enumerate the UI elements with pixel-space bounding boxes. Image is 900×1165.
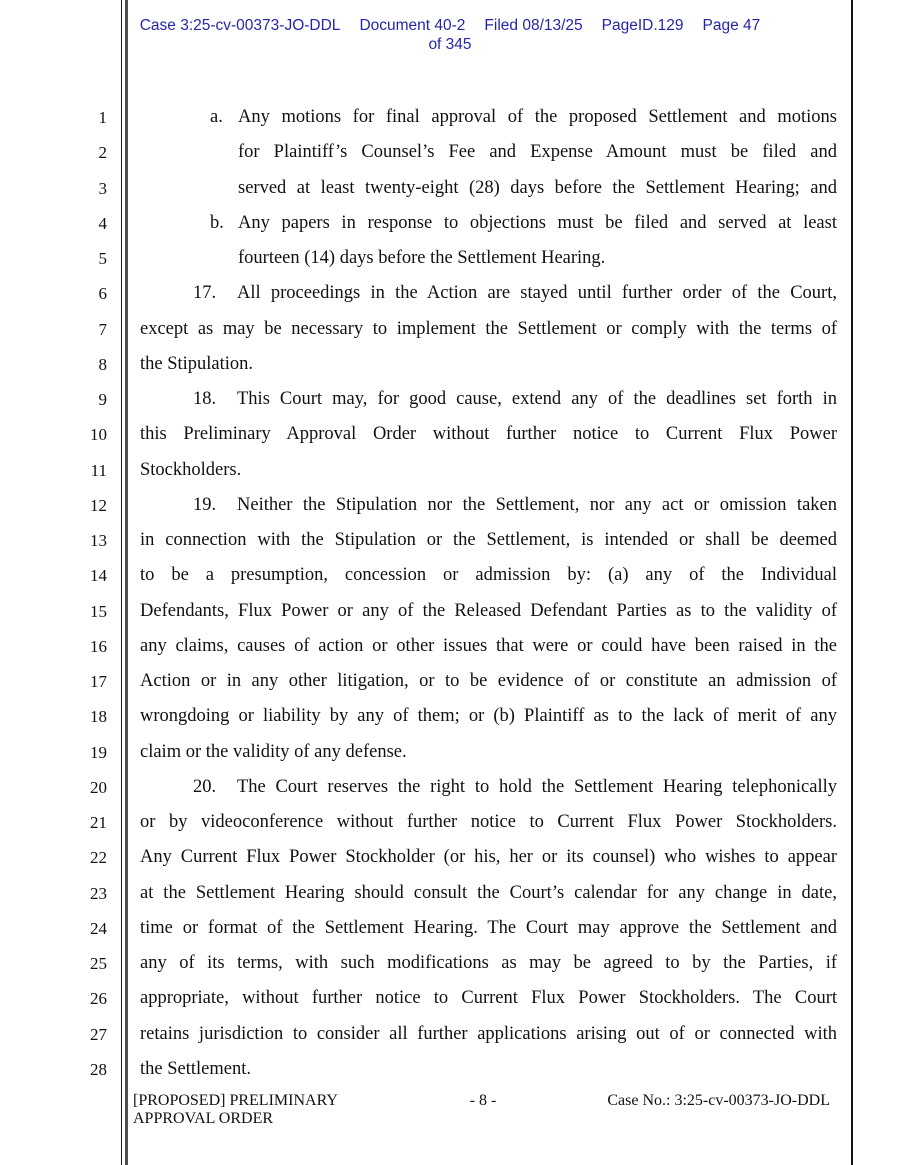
document-body [140,100,837,1087]
body-line-text: Any papers in response to objections must be filed and served at least [238,212,837,233]
line-number: 3 [98,178,107,198]
paragraph-number: 19. [193,494,217,515]
ecf-case-number: Case 3:25-cv-00373-JO-DDL [139,17,341,34]
line-number: 15 [90,601,107,621]
body-line-text: at the Settlement Hearing should consult the Court’s calendar for any change in date, [140,882,837,903]
body-line-text: This Court may, for good cause, extend any of the deadlines set forth in [237,389,837,409]
body-line-text: Stockholders. [140,459,242,480]
body-line [140,981,837,1016]
body-line [140,312,837,347]
body-line [140,171,837,206]
body-line-text: in connection with the Stipulation or the Settlement, is intended or shall be deemed [140,530,837,550]
body-line [140,241,837,276]
body-line-text: Action or in any other litigation, or to be evidence of or constitute an admission of [140,671,837,691]
body-line-text: the Stipulation. [140,353,254,374]
body-line [140,1017,837,1052]
line-number: 12 [90,495,107,515]
ecf-header-line2: of 345 [428,36,472,53]
line-number: 4 [98,213,107,233]
body-line [140,347,837,382]
line-number: 20 [90,777,107,797]
body-line-text: Any motions for final approval of the proposed Settlement and motions [238,107,837,127]
body-line [140,594,837,629]
footer-title-line2: APPROVAL ORDER [133,1110,274,1127]
line-number: 13 [90,531,107,550]
ecf-page-count: Page 47 [702,17,761,34]
body-line [140,558,837,593]
body-line [140,276,837,311]
body-line [140,417,837,452]
body-line [140,840,837,875]
line-number: 9 [98,390,107,409]
body-line-text: any claims, causes of action or other issues that were or could have been raised in the [140,635,837,656]
footer-page-number: - 8 - [469,1092,497,1109]
body-line-text: any of its terms, with such modifications as may be agreed to by the Parties, if [140,953,837,973]
body-line-text: this Preliminary Approval Order without further notice to Current Flux Power [140,424,837,445]
paragraph-number: 17. [193,283,217,304]
paragraph-number: 18. [193,389,217,409]
line-number: 27 [90,1024,107,1044]
body-line-text: or by videoconference without further notice to Current Flux Power Stockholders. [140,812,837,832]
body-line-text: claim or the validity of any defense. [140,741,407,762]
line-number: 21 [90,813,107,832]
body-line [140,453,837,488]
body-line-text: served at least twenty-eight (28) days before the Settlement Hearing; and [238,177,837,198]
body-line [140,523,837,558]
body-line-text: the Settlement. [140,1058,251,1079]
ecf-document-number: Document 40-2 [359,17,466,34]
body-line [140,699,837,734]
line-number: 2 [98,143,107,163]
paragraph-number: 20. [193,776,217,797]
line-number: 23 [90,883,107,903]
right-page-border-rule [851,0,853,1165]
line-number: 5 [98,249,107,268]
body-line [140,488,837,523]
body-line-text: fourteen (14) days before the Settlement Hearing. [238,248,606,268]
line-number: 17 [90,672,107,691]
line-number: 8 [98,354,107,374]
line-number: 10 [90,425,107,445]
line-number: 18 [90,707,107,727]
line-number: 16 [90,636,107,656]
footer-title-line1: [PROPOSED] PRELIMINARY [133,1092,338,1109]
line-number: 19 [90,742,107,762]
body-line [140,382,837,417]
body-line-text: retains jurisdiction to consider all further applications arising out of or connected with [140,1023,837,1044]
body-line-text: except as may be necessary to implement the Settlement or comply with the terms of [140,318,837,339]
body-line-text: All proceedings in the Action are stayed until further order of the Court, [237,283,837,304]
list-marker: b. [210,212,224,233]
body-line-text: Defendants, Flux Power or any of the Released Defendant Parties as to the validity of [140,600,837,621]
body-line-text: to be a presumption, concession or admission by: (a) any of the Individual [140,565,837,586]
body-line [140,735,837,770]
line-number: 28 [90,1059,107,1079]
body-line-text: wrongdoing or liability by any of them; or (b) Plaintiff as to the lack of merit of any [140,706,837,727]
body-line [140,805,837,840]
left-margin-rule-inner [121,0,123,1165]
line-number: 25 [90,954,107,973]
body-line-text: Neither the Stipulation nor the Settlement, nor any act or omission taken [237,494,837,515]
line-number-column [0,100,107,1087]
ecf-filed-date: Filed 08/13/25 [484,17,583,34]
body-line [140,206,837,241]
line-number: 26 [90,989,107,1009]
line-number: 1 [98,108,107,127]
body-line-text: Any Current Flux Power Stockholder (or his, her or its counsel) who wishes to appear [140,847,837,868]
body-line [140,770,837,805]
body-line [140,911,837,946]
body-line [140,946,837,981]
ecf-page-id: PageID.129 [601,17,684,34]
body-line [140,1052,837,1087]
body-line [140,135,837,170]
line-number: 24 [90,918,107,938]
body-line-text: appropriate, without further notice to Current Flux Power Stockholders. The Court [140,988,837,1009]
body-line [140,629,837,664]
body-line-text: The Court reserves the right to hold the Settlement Hearing telephonically [237,776,837,797]
list-marker: a. [210,107,223,127]
body-line [140,876,837,911]
body-line [140,664,837,699]
line-number: 11 [90,460,107,480]
left-margin-rule-outer [125,0,128,1165]
footer-document-title [133,1092,338,1128]
body-line-text: for Plaintiff’s Counsel’s Fee and Expense Amount must be filed and [238,142,837,163]
ecf-stamp-header [0,16,900,54]
line-number: 22 [90,848,107,868]
footer-case-number: Case No.: 3:25-cv-00373-JO-DDL [607,1092,830,1109]
ecf-header-line1 [0,16,900,35]
line-number: 7 [98,319,107,339]
line-number: 14 [90,566,107,586]
body-line-text: time or format of the Settlement Hearing. The Court may approve the Settlement and [140,917,837,938]
body-line [140,100,837,135]
line-number: 6 [98,284,107,304]
